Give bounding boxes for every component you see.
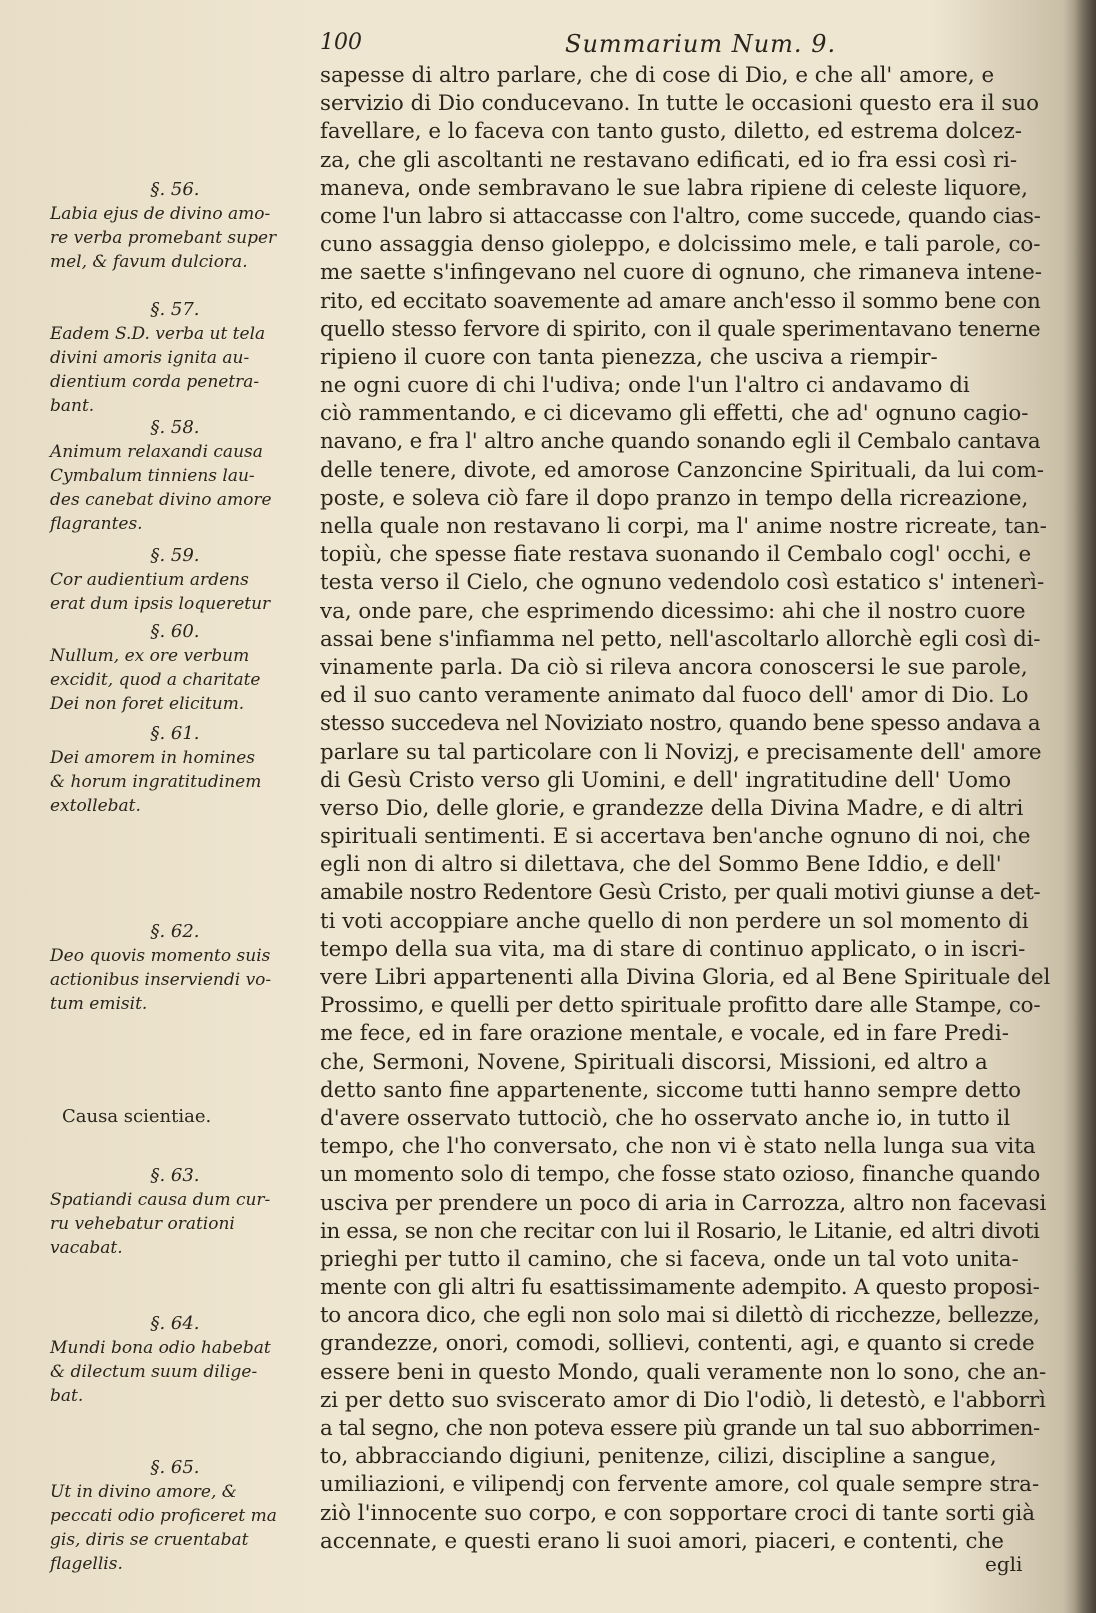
text-line: vere Libri appartenenti alla Divina Gloria, ed al Bene Spirituale del xyxy=(320,965,1050,990)
note-text: Dei amorem in homines & horum ingratitudinem extollebat. xyxy=(50,748,262,816)
text-line: essere beni in questo Mondo, quali veramente non lo sono, che an- xyxy=(320,1359,1047,1385)
text-line: verso Dio, delle glorie, e grandezze della Divina Madre, e di altri xyxy=(320,795,1024,821)
text-line: usciva per prendere un poco di aria in Carrozza, altro non facevasi xyxy=(320,1190,1047,1216)
note-text: Deo quovis momento suis actionibus inserviendi vo- tum emisit. xyxy=(50,946,272,1014)
note-number: §. 63. xyxy=(150,1165,200,1186)
text-line: ti voti accoppiare anche quello di non perdere un sol momento di xyxy=(320,908,1029,934)
note-number: §. 60. xyxy=(150,621,200,642)
text-line: spirituali sentimenti. E si accertava ben'anche ognuno di noi, che xyxy=(320,824,1031,850)
note-number: §. 61. xyxy=(150,723,200,744)
text-line: maneva, onde sembravano le sue labra ripiene di celeste liquore, xyxy=(320,175,1028,201)
text-line: tempo della sua vita, ma di stare di continuo applicato, o in iscri- xyxy=(320,936,1026,962)
margin-column xyxy=(50,0,300,1613)
text-line: umiliazioni, e vilipendj con fervente amore, col quale sempre stra- xyxy=(320,1472,1040,1498)
text-line: a tal segno, che non poteva essere più grande un tal suo abborrimen- xyxy=(320,1416,1040,1441)
margin-note xyxy=(50,1456,300,1576)
note-text: Ut in divino amore, & peccati odio proficeret ma gis, diris se cruentabat flagellis. xyxy=(50,1482,277,1574)
text-line: vinamente parla. Da ciò si rileva ancora conoscersi le sue parole, xyxy=(320,654,1028,680)
margin-note xyxy=(50,620,300,716)
text-line: tempo, che l'ho conversato, che non vi è stato nella lunga sua vita xyxy=(320,1134,1036,1160)
text-line: me saette s'infingevano nel cuore di ognuno, che rimaneva intene- xyxy=(320,260,1042,286)
text-line: stesso succedeva nel Noviziato nostro, quando bene spesso andava a xyxy=(320,711,1041,737)
text-line: egli non di altro si dilettava, che del Sommo Bene Iddio, e dell' xyxy=(320,852,1002,878)
text-line: prieghi per tutto il camino, che si faceva, onde un tal voto unita- xyxy=(320,1246,1019,1272)
text-line: ne ogni cuore di chi l'udiva; onde l'un l'altro ci andavamo di xyxy=(320,373,970,399)
note-number: §. 62. xyxy=(150,921,200,942)
text-line: quello stesso fervore di spirito, con il quale sperimentavano tenerne xyxy=(320,316,1041,342)
text-line: parlare su tal particolare con li Novizj, e precisamente dell' amore xyxy=(320,739,1042,765)
page-header xyxy=(320,30,1040,60)
text-line: to ancora dico, che egli non solo mai si dilettò di ricchezze, bellezze, xyxy=(320,1303,1040,1329)
note-text: Spatiandi causa dum cur- ru vehebatur orationi vacabat. xyxy=(50,1190,271,1258)
note-text: Mundi bona odio habebat & dilectum suum dilige- bat. xyxy=(50,1338,271,1406)
note-text: Labia ejus de divino amo- re verba promebant super mel, & favum dulciora. xyxy=(50,204,277,272)
text-line: ed il suo canto veramente animato dal fuoco dell' amor di Dio. Lo xyxy=(320,683,1029,709)
margin-note xyxy=(50,416,300,536)
catchword: egli xyxy=(985,1552,1023,1576)
text-line: va, onde pare, che esprimendo dicessimo: ahi che il nostro cuore xyxy=(320,598,1026,624)
text-line: come l'un labro si attaccasse con l'altro, come succede, quando cias- xyxy=(320,203,1041,229)
note-number: §. 57. xyxy=(150,299,200,320)
text-line: navano, e fra l' altro anche quando sonando egli il Cembalo cantava xyxy=(320,429,1041,455)
text-line: in essa, se non che recitar con lui il Rosario, le Litanie, ed altri divoti xyxy=(320,1218,1040,1244)
text-line: amabile nostro Redentore Gesù Cristo, per quali motivi giunse a det- xyxy=(320,880,1041,906)
text-line: ziò l'innocente suo corpo, e con sopportare croci di tante sorti già xyxy=(320,1500,1036,1526)
margin-note xyxy=(50,1312,300,1408)
note-text: Nullum, ex ore verbum excidit, quod a charitate Dei non foret elicitum. xyxy=(50,646,261,714)
margin-note xyxy=(50,544,300,616)
text-line: un momento solo di tempo, che fosse stato ozioso, finanche quando xyxy=(320,1162,1041,1188)
text-line: di Gesù Cristo verso gli Uomini, e dell' ingratitudine dell' Uomo xyxy=(320,767,1012,793)
note-number: §. 59. xyxy=(150,545,200,566)
note-number: §. 65. xyxy=(150,1457,200,1478)
text-line: favellare, e lo faceva con tanto gusto, diletto, ed estrema dolcez- xyxy=(320,119,1022,145)
text-line: accennate, e questi erano li suoi amori, piaceri, e contenti, che xyxy=(320,1528,1004,1554)
margin-note xyxy=(50,722,300,818)
text-line: zi per detto suo sviscerato amor di Dio l'odiò, li detestò, e l'abborrì xyxy=(320,1387,1046,1413)
text-line: testa verso il Cielo, che ognuno vedendolo così estatico s' intenerì- xyxy=(320,570,1045,596)
main-text-column xyxy=(320,62,1050,1556)
text-line: to, abbracciando digiuni, penitenze, cilizi, discipline a sangue, xyxy=(320,1444,997,1470)
text-line: sapesse di altro parlare, che di cose di Dio, e che all' amore, e xyxy=(320,63,995,88)
text-line: nella quale non restavano li corpi, ma l' anime nostre ricreate, tan- xyxy=(320,514,1047,539)
text-line: poste, e soleva ciò fare il dopo pranzo in tempo della ricreazione, xyxy=(320,485,1029,511)
text-line: assai bene s'infiamma nel petto, nell'ascoltarlo allorchè egli così di- xyxy=(320,626,1041,652)
text-line: cuno assaggia denso gioleppo, e dolcissimo mele, e tali parole, co- xyxy=(320,232,1041,258)
causa-scientiae-label: Causa scientiae. xyxy=(62,1106,212,1127)
text-line: grandezze, onori, comodi, sollievi, contenti, agi, e quanto si crede xyxy=(320,1331,1035,1357)
text-line: mente con gli altri fu esattissimamente adempito. A questo proposi- xyxy=(320,1275,1040,1301)
text-line: che, Sermoni, Novene, Spirituali discorsi, Missioni, ed altro a xyxy=(320,1049,988,1075)
page-edge-shadow xyxy=(1074,0,1096,1613)
text-line: topiù, che spesse fiate restava suonando il Cembalo cogl' occhi, e xyxy=(320,542,1032,568)
note-number: §. 58. xyxy=(150,417,200,438)
page-number: 100 xyxy=(320,30,362,55)
text-line: ciò rammentando, e ci dicevamo gli effetti, che ad' ognuno cagio- xyxy=(320,401,1029,427)
text-line: Prossimo, e quelli per detto spirituale profitto dare alle Stampe, co- xyxy=(320,993,1041,1019)
margin-note xyxy=(50,298,300,418)
margin-note xyxy=(50,178,300,274)
text-line: ripieno il cuore con tanta pienezza, che usciva a riempir- xyxy=(320,344,938,370)
text-line: rito, ed eccitato soavemente ad amare anch'esso il sommo bene con xyxy=(320,288,1041,314)
margin-note xyxy=(50,920,300,1016)
note-number: §. 56. xyxy=(150,179,200,200)
text-line: servizio di Dio conducevano. In tutte le occasioni questo era il suo xyxy=(320,91,1040,117)
text-line: me fece, ed in fare orazione mentale, e vocale, ed in fare Predi- xyxy=(320,1021,1009,1047)
margin-note xyxy=(50,1164,300,1260)
text-line: delle tenere, divote, ed amorose Canzoncine Spirituali, da lui com- xyxy=(320,457,1045,483)
note-text: Cor audientium ardens erat dum ipsis loqueretur xyxy=(50,570,271,614)
running-head: Summarium Num. 9. xyxy=(565,30,837,58)
note-text: Animum relaxandi causa Cymbalum tinniens lau- des canebat divino amore flagrantes. xyxy=(50,442,272,534)
text-line: detto santo fine appartenente, siccome tutti hanno sempre detto xyxy=(320,1077,1022,1103)
text-line: d'avere osservato tuttociò, che ho osservato anche io, in tutto il xyxy=(320,1105,1011,1131)
text-line: za, che gli ascoltanti ne restavano edificati, ed io fra essi così ri- xyxy=(320,147,1018,173)
note-text: Eadem S.D. verba ut tela divini amoris ignita au- dientium corda penetra- bant. xyxy=(50,324,266,416)
note-number: §. 64. xyxy=(150,1313,200,1334)
